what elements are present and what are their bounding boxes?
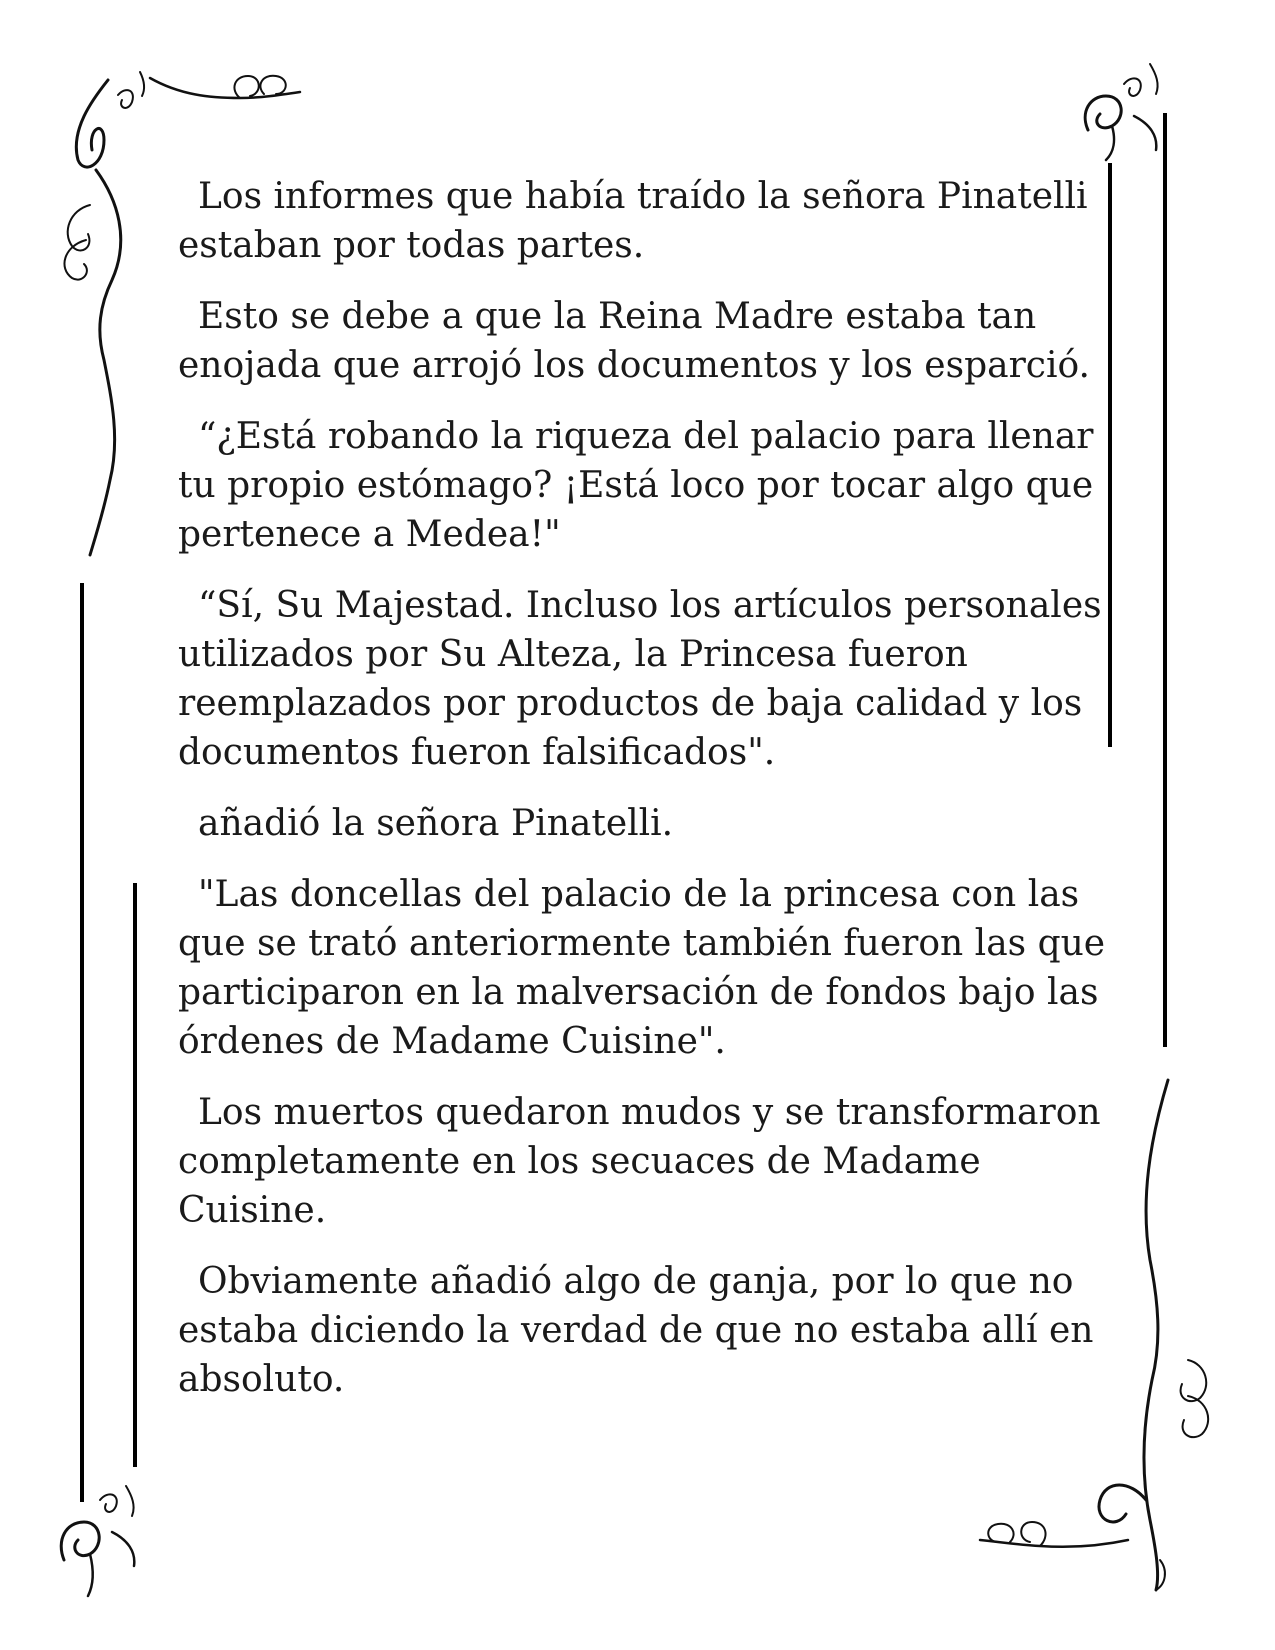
page-text bbox=[178, 172, 1108, 1426]
paragraph-6: "Las doncellas del palacio de la princesa con las que se trató anteriormente también fueron las que participaron en la malversación de fondos bajo las órdenes de Madame Cuisine". bbox=[178, 874, 1106, 1062]
paragraph-7: Los muertos quedaron mudos y se transformaron completamente en los secuaces de Madame Cuisine. bbox=[178, 1092, 1101, 1231]
paragraph-2: Esto se debe a que la Reina Madre estaba tan enojada que arrojó los documentos y los esparció. bbox=[178, 296, 1090, 386]
paragraph-4: “Sí, Su Majestad. Incluso los artículos personales utilizados por Su Alteza, la Princesa fueron reemplazados por productos de baja calidad y los documentos fueron falsificados". bbox=[178, 585, 1102, 773]
top-right-flourish bbox=[1085, 64, 1157, 160]
bottom-left-flourish bbox=[61, 1486, 134, 1596]
paragraph-1: Los informes que había traído la señora Pinatelli estaban por todas partes. bbox=[178, 176, 1088, 266]
paragraph-3: “¿Está robando la riqueza del palacio para llenar tu propio estómago? ¡Está loco por tocar algo que pertenece a Medea!" bbox=[178, 416, 1094, 555]
paragraph-8: Obviamente añadió algo de ganja, por lo que no estaba diciendo la verdad de que no estaba allí en absoluto. bbox=[178, 1261, 1094, 1400]
paragraph-5: añadió la señora Pinatelli. bbox=[198, 803, 674, 844]
